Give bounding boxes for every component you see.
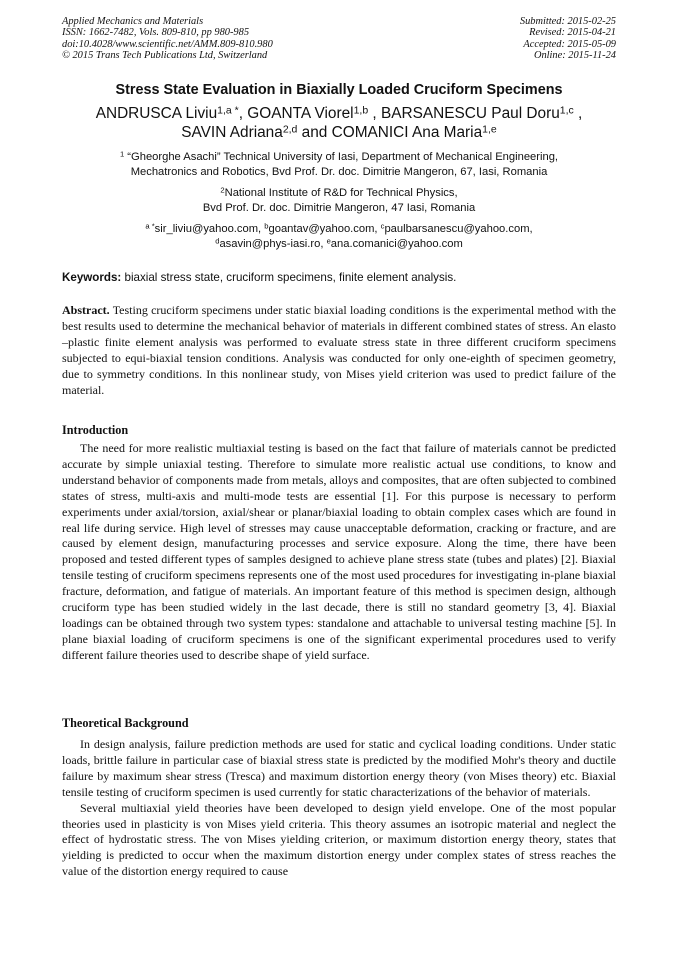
author-andrusca: ANDRUSCA Liviu: [95, 105, 218, 122]
abstract-label: Abstract.: [62, 303, 110, 317]
theory-paragraph-2: Several multiaxial yield theories have been developed to design yield envelope. One of the most popular theories used in plasticity is von Mises yield criteria. This theory assumes an isotropic material and neglect the effect of hydrostatic stress. The von Mises yielding criterion, or maximum distortion energy theory, states that yielding is predicted to occur when the maximum distortion energy under complex states of stress reaches the value of the distortion energy required to cause: [62, 800, 616, 879]
keywords-label: Keywords:: [62, 271, 122, 284]
introduction-section: [62, 441, 616, 664]
email-b-sup: b: [264, 221, 269, 231]
journal-header: [62, 16, 273, 62]
theory-paragraph-1: In design analysis, failure prediction methods are used for static and cyclical loading conditions. Under static loads, brittle failure in particular case of biaxial stress state is predicted by the modified Mohr's theory and ductile failure by maximum shear stress (Tresca) and maximum distortion energy theory (von Mises theory) etc. Biaxial tensile testing of cruciform specimen is used currently for static characterizations of the behavior of materials.: [62, 737, 616, 799]
author-separator: ,: [573, 105, 583, 122]
email-a-sup: a *: [145, 221, 155, 231]
author-line-1: [40, 104, 638, 123]
journal-issn: ISSN: 1662-7482, Vols. 809-810, pp 980-985: [62, 27, 250, 39]
email-b[interactable]: goantav@yahoo.com,: [268, 223, 381, 235]
journal-copyright: © 2015 Trans Tech Publications Ltd, Switzerland: [62, 50, 268, 62]
author-barsanescu-sup: 1,c: [559, 105, 574, 117]
affiliation-2-line-2: Bvd Prof. Dr. doc. Dimitrie Mangeron, 47 Iasi, Romania: [202, 202, 476, 214]
author-line-2: [40, 123, 638, 142]
author-barsanescu: BARSANESCU Paul Doru: [380, 105, 560, 122]
affiliation-1-line-2: Mechatronics and Robotics, Bvd Prof. Dr. doc. Dimitrie Mangeron, 67, Iasi, Romania: [130, 166, 548, 178]
online-date: Online: 2015-11-24: [533, 50, 616, 62]
email-a[interactable]: sir_liviu@yahoo.com,: [154, 223, 265, 235]
author-goanta: GOANTA Viorel: [247, 105, 354, 122]
author-emails: [40, 222, 638, 252]
paper-title: Stress State Evaluation in Biaxially Loaded Cruciform Specimens: [115, 82, 563, 98]
affiliation-1: [40, 150, 638, 180]
affiliation-2-line-1: [40, 186, 638, 201]
theory-heading: Theoretical Background: [62, 716, 189, 730]
affiliation-2-sup: 2: [220, 185, 225, 195]
email-e[interactable]: ana.comanici@yahoo.com: [330, 238, 463, 250]
keywords: [62, 271, 616, 284]
email-e-sup: e: [326, 236, 331, 246]
accepted-date: Accepted: 2015-05-09: [523, 38, 616, 50]
email-d[interactable]: asavin@phys-iasi.ro,: [219, 238, 327, 250]
submitted-date: Submitted: 2015-02-25: [519, 16, 616, 27]
introduction-paragraph-1: The need for more realistic multiaxial testing is based on the fact that failure of materials cannot be predicted accurate by simple uniaxial testing. Therefore to simulate more realistic actual use conditions, to know and understand behavior of components made from metals, alloys and composites, that are often subjected to combined states of stress, multi-axis and multi-mode tests are essential [1]. For this purpose is necessary to perform experiments under axial/torsion, axial/shear or planar/biaxial loading to obtain complex cases which are found in real life during service. High level of stresses may cause unacceptable deformation, cracking or fracture, and are caused by element design, manufacturing processes and service exposure. Along the time, there have been proposed and tested different types of samples designed to achieve plane stress state (tubes and plates) [2]. Biaxial tensile testing of cruciform specimens represents one of the most used procedures for investigating in-plane biaxial fracture, deformation, and fatigue of materials. An important feature of this method is specimen design, although cruciform type has been studied widely in the last decade, there is still no standard geometry [3, 4]. Biaxial loadings can be obtained through two system types: standalone and attachable to universal testing machine [5]. In plane biaxial loading of cruciform specimens is one of the significant experimental procedures used to verify different failure theories used to describe shape of yield surface.: [62, 441, 616, 662]
affiliation-1-sup: 1: [119, 149, 125, 159]
author-goanta-sup: 1,b: [353, 105, 369, 117]
affiliation-2-text: National Institute of R&D for Technical Physics,: [224, 187, 458, 199]
journal-name: Applied Mechanics and Materials: [62, 16, 204, 27]
emails-line-1: [40, 222, 638, 237]
author-savin-sup: 2,d: [282, 124, 298, 136]
theory-section: [62, 737, 616, 880]
author-savin: SAVIN Adriana: [181, 124, 283, 141]
journal-doi: doi:10.4028/www.scientific.net/AMM.809-810.980: [62, 38, 273, 50]
email-c[interactable]: paulbarsanescu@yahoo.com,: [384, 223, 533, 235]
author-comanici-sup: 1,e: [482, 124, 497, 136]
introduction-heading: Introduction: [62, 423, 129, 437]
affiliation-1-line-1: [40, 150, 638, 165]
emails-line-2: [40, 237, 638, 252]
revised-date: Revised: 2015-04-21: [529, 27, 616, 39]
keywords-text: biaxial stress state, cruciform specimens, finite element analysis.: [121, 271, 457, 284]
author-andrusca-sup: 1,a *: [217, 105, 239, 117]
affiliation-1-text: “Gheorghe Asachi” Technical University of Iasi, Department of Mechanical Engineering,: [124, 151, 559, 163]
email-d-sup: d: [215, 236, 220, 246]
author-separator: and: [297, 124, 332, 141]
affiliation-2: [40, 186, 638, 216]
email-c-sup: c: [380, 221, 385, 231]
author-comanici: COMANICI Ana Maria: [331, 124, 483, 141]
author-list: [40, 104, 638, 142]
author-separator: ,: [368, 105, 381, 122]
abstract-paragraph: [62, 303, 616, 398]
abstract-text: Testing cruciform specimens under static biaxial loading conditions is the experimental method with the best results used to determine the mechanical behavior of materials in different combined states of stress. An elasto –plastic finite element analysis was performed to evaluate stress state in three different cruciform specimens subjected to equi-biaxial tension conditions. Analysis was conducted for only one-eighth of specimen geometry, due to symmetry conditions. In this nonlinear study, von Mises yield criterion was used to predict failure of the material.: [62, 303, 616, 397]
submission-dates: [520, 16, 616, 62]
author-separator: ,: [238, 105, 248, 122]
abstract: [62, 303, 616, 398]
